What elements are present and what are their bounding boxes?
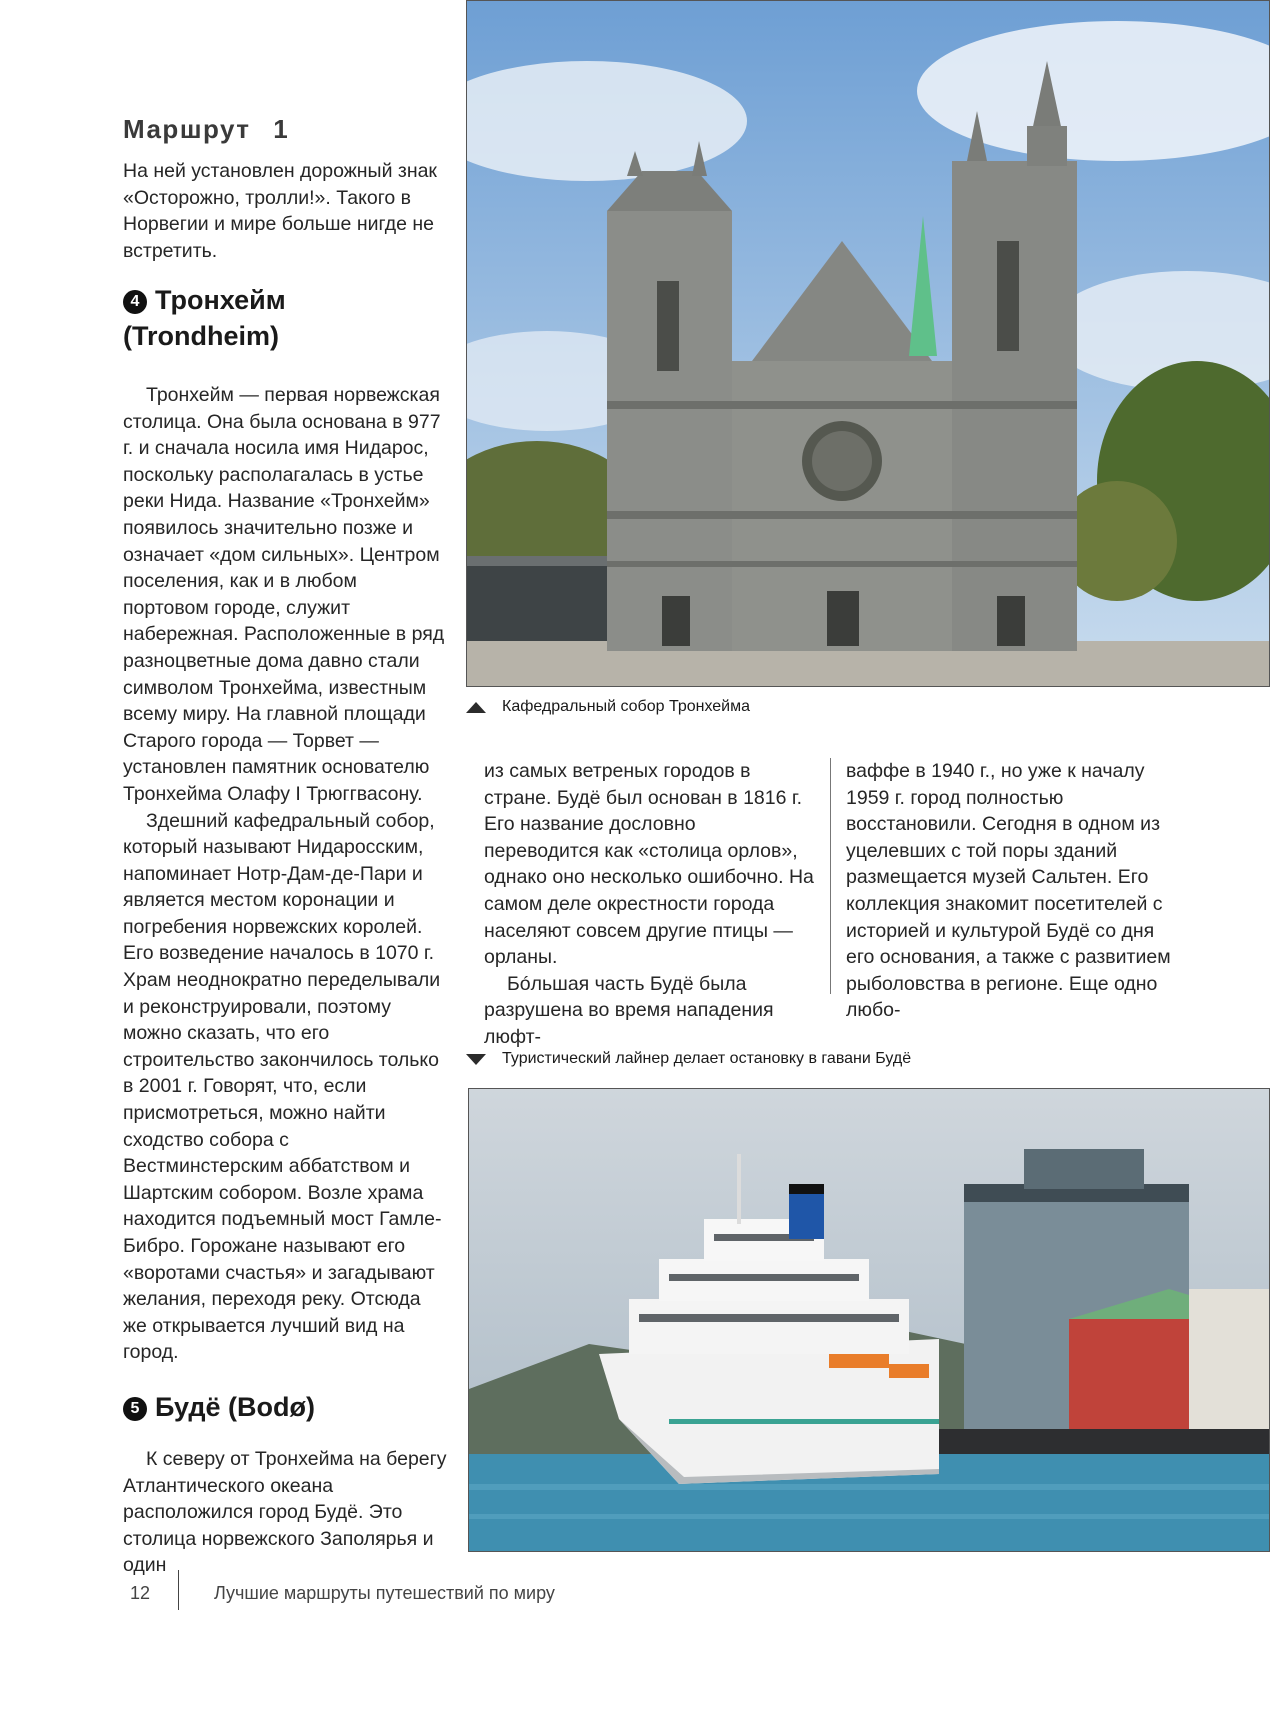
triangle-down-icon (466, 1054, 486, 1065)
cathedral-photo (466, 0, 1270, 687)
column-divider (830, 758, 831, 994)
right-column (846, 758, 1174, 1024)
section-4-heading (123, 282, 448, 354)
cathedral-caption-text: Кафедральный собор Тронхейма (502, 698, 750, 715)
route-label: Маршрут 1 (123, 114, 290, 144)
section-4-body (123, 382, 448, 1366)
middle-column (484, 758, 814, 1051)
section-5-heading (123, 1389, 448, 1425)
section-4-title: Тронхейм (Trondheim) (123, 285, 286, 351)
liner-photo (468, 1088, 1270, 1552)
trondheim-paragraph-1: Тронхейм — первая норвежская столица. Она была основана в 977 г. и сначала носила имя Нидарос, поскольку располагалась в устье реки Нида. Название «Тронхейм» появилось значительно позже и означает «дом сильных». Центром поселения, как и в любом портовом городе, служит набережная. Расположенные в ряд разноцветные дома давно стали символом Тронхейма, известным всему миру. На главной площади Старого города — Торвет — установлен памятник основателю Тронхейма Олафу I Трюггвасону. (123, 384, 445, 805)
triangle-up-icon (466, 702, 486, 713)
liner-caption (466, 1050, 911, 1068)
section-5-body (123, 1446, 448, 1579)
cathedral-illustration (467, 1, 1269, 686)
bodo-paragraph-3: Бóльшая часть Будё была разрушена во время нападения люфт- (484, 972, 774, 1048)
footer-divider (178, 1570, 179, 1610)
bodo-paragraph-2: из самых ветреных городов в стране. Будё был основан в 1816 г. Его название дословно переводится как «столица орлов», однако оно несколько ошибочно. На самом деле окрестности города населяют совсем другие птицы — орланы. (484, 760, 814, 969)
trondheim-paragraph-2: Здешний кафедральный собор, который называют Нидаросским, напоминает Нотр-Дам-де-Пари и является местом коронации и погребения норвежских королей. Его возведение началось в 1070 г. Храм неоднократно переделывали и реконструировали, поэтому можно сказать, что его строительство закончилось только в 2001 г. Говорят, что, если присмотреться, можно найти сходство собора с Вестминстерским аббатством и Шартским собором. Возле храма находится подъемный мост Гамле-Бибро. Горожане называют его «воротами счастья» и загадывают желания, переходя реку. Отсюда же открывается лучший вид на город. (123, 809, 442, 1364)
liner-caption-text: Туристический лайнер делает остановку в гавани Будё (502, 1050, 912, 1067)
intro-text (123, 158, 448, 264)
page-number: 12 (130, 1583, 151, 1603)
bodo-paragraph-1: К северу от Тронхейма на берегу Атлантического океана расположился город Будё. Это столица норвежского Заполярья и один (123, 1448, 447, 1577)
bodo-paragraph-4: ваффе в 1940 г., но уже к началу 1959 г. город полностью восстановили. Сегодня в одном из уцелевших с той поры зданий размещается музей Сальтен. Его коллекция знакомит посетителей с историей и культурой Будё со дня его основания, а также с развитием рыболовства в регионе. Еще одно любо- (846, 760, 1171, 1022)
intro-paragraph: На ней установлен дорожный знак «Осторожно, тролли!». Такого в Норвегии и мире больше нигде не встретить. (123, 160, 437, 262)
section-5-title: Будё (Bodø) (155, 1392, 316, 1422)
book-title: Лучшие маршруты путешествий по миру (214, 1583, 555, 1603)
liner-illustration (469, 1089, 1269, 1551)
section-number-badge: 5 (123, 1397, 147, 1421)
section-number-badge: 4 (123, 290, 147, 314)
cathedral-caption (466, 698, 750, 716)
